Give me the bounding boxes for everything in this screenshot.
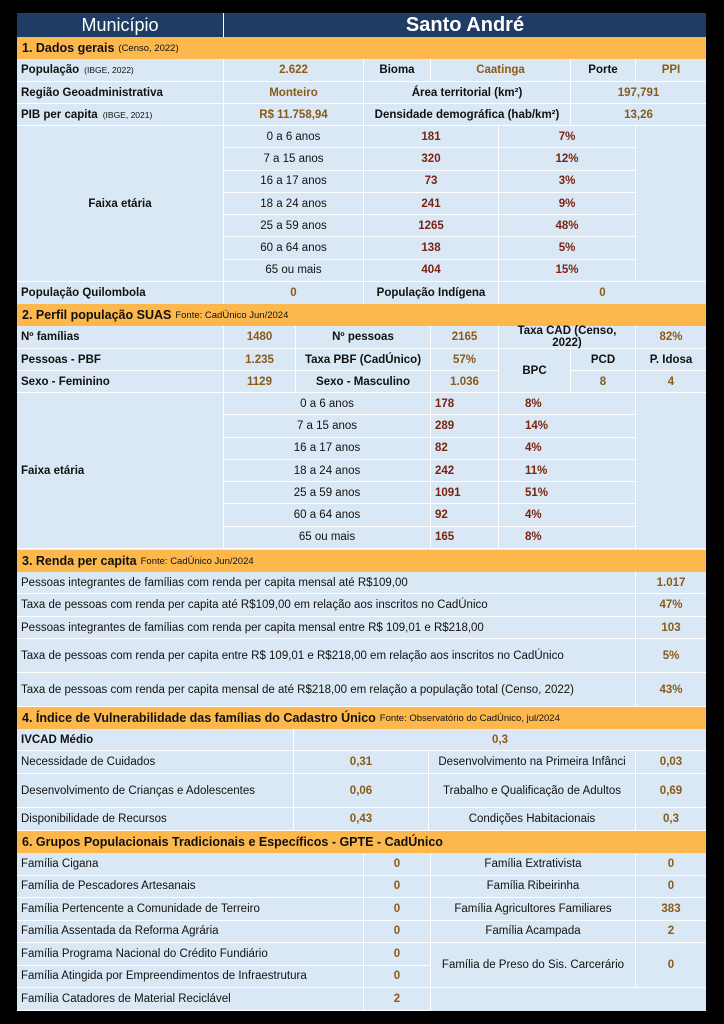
label-familias: Nº famílias bbox=[17, 326, 224, 348]
blank-cell bbox=[636, 126, 706, 282]
ivcad-component-value: 0,69 bbox=[659, 784, 683, 797]
table-row bbox=[17, 59, 706, 82]
table-row bbox=[17, 617, 706, 639]
age-count: 241 bbox=[364, 193, 499, 214]
age-percent: 12% bbox=[499, 148, 636, 169]
section-title: 1. Dados gerais bbox=[22, 41, 115, 55]
ivcad-component-value: 0,3 bbox=[663, 813, 679, 825]
value-area: 197,791 bbox=[617, 86, 660, 99]
table-row bbox=[17, 349, 706, 371]
income-value: 5% bbox=[662, 649, 680, 662]
section-6-body bbox=[17, 853, 706, 1011]
label-pcd: PCD bbox=[571, 349, 636, 370]
label-masculino: Sexo - Masculino bbox=[296, 371, 431, 392]
income-label: Taxa de pessoas com renda per capita entre R$ 109,01 e R$218,00 em relação aos inscritos no CadÚnico bbox=[17, 639, 636, 672]
group-label: Família Ribeirinha bbox=[431, 876, 636, 899]
age-range: 65 ou mais bbox=[224, 527, 431, 548]
group-value: 0 bbox=[364, 853, 431, 876]
label-faixa-etaria: Faixa etária bbox=[17, 126, 224, 282]
age-range: 65 ou mais bbox=[224, 260, 364, 281]
section-source: Fonte: Observatório do CadÚnico, jul/2024 bbox=[379, 712, 560, 724]
age-count: 92 bbox=[431, 504, 499, 525]
label-taxa-cad: Taxa CAD (Censo, 2022) bbox=[499, 326, 636, 348]
label-taxa-pbf: Taxa PBF (CadÚnico) bbox=[296, 349, 431, 370]
ivcad-component-value: 0,06 bbox=[294, 774, 429, 807]
value-densidade: 13,26 bbox=[624, 108, 653, 121]
group-value: 2 bbox=[364, 988, 431, 1011]
label-cell: PIB per capita (IBGE, 2021) bbox=[17, 104, 224, 125]
table-row bbox=[17, 572, 706, 594]
age-percent: 8% bbox=[499, 527, 636, 548]
group-value: 0 bbox=[636, 943, 706, 988]
income-value: 43% bbox=[659, 683, 683, 696]
age-count: 178 bbox=[431, 393, 499, 414]
group-label: Família Atingida por Empreendimentos de Infraestrutura bbox=[17, 966, 364, 989]
ivcad-component-label: Desenvolvimento de Crianças e Adolescentes bbox=[17, 774, 294, 807]
label-pidosa: P. Idosa bbox=[649, 353, 693, 366]
value-feminino: 1129 bbox=[224, 371, 296, 392]
group-value: 0 bbox=[364, 966, 431, 989]
value-pbf: 1.235 bbox=[224, 349, 296, 370]
value-pessoas: 2165 bbox=[431, 326, 499, 348]
income-value: 47% bbox=[659, 599, 683, 611]
age-percent: 48% bbox=[499, 215, 636, 236]
faixa-etaria-block bbox=[17, 393, 706, 549]
section-source: Fonte: CadÚnico Jun/2024 bbox=[140, 555, 254, 567]
label-bpc: BPC bbox=[499, 349, 571, 393]
income-label: Pessoas integrantes de famílias com renda per capita mensal entre R$ 109,01 e R$218,00 bbox=[17, 617, 636, 638]
group-label: Família Extrativista bbox=[431, 853, 636, 876]
age-count: 1091 bbox=[431, 482, 499, 503]
age-count: 82 bbox=[431, 438, 499, 459]
blank-cell bbox=[636, 393, 706, 549]
section-3-body bbox=[17, 572, 706, 707]
age-count: 181 bbox=[364, 126, 499, 147]
table-row bbox=[17, 751, 706, 774]
label-pessoas: Nº pessoas bbox=[296, 326, 431, 348]
group-value: 0 bbox=[636, 853, 706, 876]
section-4-body bbox=[17, 729, 706, 831]
age-range: 16 a 17 anos bbox=[224, 438, 431, 459]
age-range: 18 a 24 anos bbox=[224, 460, 431, 481]
ivcad-component-label: Necessidade de Cuidados bbox=[17, 751, 294, 773]
table-row bbox=[17, 729, 706, 751]
income-label: Taxa de pessoas com renda per capita mensal de até R$218,00 em relação a população total (Censo, 2022) bbox=[17, 673, 636, 706]
age-range: 0 a 6 anos bbox=[224, 126, 364, 147]
age-percent: 11% bbox=[499, 460, 636, 481]
label-regiao: Região Geoadministrativa bbox=[17, 82, 224, 103]
table-row bbox=[17, 673, 706, 707]
age-percent: 7% bbox=[499, 126, 636, 147]
value-indigena: 0 bbox=[599, 287, 606, 300]
age-count: 1265 bbox=[364, 215, 499, 236]
age-range: 7 a 15 anos bbox=[224, 415, 431, 436]
label-indigena: População Indígena bbox=[364, 282, 499, 304]
section-source: (Censo, 2022) bbox=[118, 42, 179, 54]
group-label: Família Agricultores Familiares bbox=[431, 898, 636, 921]
table-row bbox=[17, 774, 706, 808]
age-count: 320 bbox=[364, 148, 499, 169]
section-1-body bbox=[17, 59, 706, 305]
value-regiao: Monteiro bbox=[224, 82, 364, 103]
table-row bbox=[17, 371, 706, 393]
group-label: Família Pertencente a Comunidade de Terreiro bbox=[17, 898, 364, 921]
value-quilombola: 0 bbox=[224, 282, 364, 304]
section-2-body bbox=[17, 326, 706, 549]
value-taxa-cad: 82% bbox=[659, 331, 683, 343]
table-row bbox=[17, 282, 706, 305]
municipio-name: Santo André bbox=[224, 13, 706, 37]
age-range: 16 a 17 anos bbox=[224, 171, 364, 192]
age-percent: 14% bbox=[499, 415, 636, 436]
section-source: Fonte: CadÚnico Jun/2024 bbox=[175, 309, 289, 321]
faixa-etaria-block bbox=[17, 126, 706, 282]
age-range: 60 a 64 anos bbox=[224, 237, 364, 258]
group-label: Família Cigana bbox=[17, 853, 364, 876]
age-percent: 9% bbox=[499, 193, 636, 214]
value-taxa-pbf: 57% bbox=[431, 349, 499, 370]
label-bioma: Bioma bbox=[364, 59, 431, 81]
ivcad-component-value: 0,31 bbox=[294, 751, 429, 773]
table-row bbox=[17, 326, 706, 349]
age-percent: 51% bbox=[499, 482, 636, 503]
age-percent: 15% bbox=[499, 260, 636, 281]
ivcad-component-label: Desenvolvimento na Primeira Infânci bbox=[429, 751, 636, 773]
group-value: 2 bbox=[636, 921, 706, 944]
age-count: 289 bbox=[431, 415, 499, 436]
age-percent: 5% bbox=[499, 237, 636, 258]
ivcad-component-label: Disponibilidade de Recursos bbox=[17, 808, 294, 830]
value-bioma: Caatinga bbox=[431, 59, 571, 81]
value-masculino: 1.036 bbox=[431, 371, 499, 392]
section-title: 4. Índice de Vulnerabilidade das famílias do Cadastro Único bbox=[22, 711, 376, 725]
value-familias: 1480 bbox=[224, 326, 296, 348]
section-3-header bbox=[17, 550, 706, 572]
section-6-header bbox=[17, 831, 706, 853]
table-row bbox=[17, 808, 706, 831]
ivcad-component-value: 0,03 bbox=[659, 756, 683, 768]
municipio-label: Município bbox=[17, 13, 224, 37]
ivcad-components bbox=[17, 751, 706, 831]
value-pib: R$ 11.758,94 bbox=[224, 104, 364, 125]
group-value: 0 bbox=[364, 898, 431, 921]
table-row bbox=[17, 594, 706, 617]
label-area: Área territorial (km²) bbox=[364, 82, 571, 103]
section-1-header bbox=[17, 37, 706, 59]
age-range: 0 a 6 anos bbox=[224, 393, 431, 414]
group-value: 0 bbox=[364, 943, 431, 966]
income-label: Taxa de pessoas com renda per capita até R$109,00 em relação aos inscritos no CadÚnico bbox=[17, 594, 636, 616]
ivcad-component-label: Condições Habitacionais bbox=[429, 808, 636, 830]
income-value: 1.017 bbox=[656, 576, 686, 589]
group-label: Família de Pescadores Artesanais bbox=[17, 876, 364, 899]
age-percent: 3% bbox=[499, 171, 636, 192]
table-row bbox=[17, 639, 706, 673]
section-title: 2. Perfil população SUAS bbox=[22, 308, 172, 322]
label-cell: População (IBGE, 2022) bbox=[17, 59, 224, 81]
label-pbf: Pessoas - PBF bbox=[17, 349, 224, 370]
age-percent: 4% bbox=[499, 438, 636, 459]
section-title: 6. Grupos Populacionais Tradicionais e Específicos - GPTE - CadÚnico bbox=[22, 835, 443, 849]
label-quilombola: População Quilombola bbox=[17, 282, 224, 304]
age-count: 138 bbox=[364, 237, 499, 258]
table-row bbox=[17, 82, 706, 104]
section-title: 3. Renda per capita bbox=[22, 554, 137, 568]
group-label: Família Programa Nacional do Crédito Fundiário bbox=[17, 943, 364, 966]
section-4-header bbox=[17, 707, 706, 729]
label-densidade: Densidade demográfica (hab/km²) bbox=[364, 104, 571, 125]
age-count: 165 bbox=[431, 527, 499, 548]
age-range: 25 a 59 anos bbox=[224, 215, 364, 236]
group-label: Família Assentada da Reforma Agrária bbox=[17, 921, 364, 944]
label-ivcad: IVCAD Médio bbox=[17, 729, 294, 750]
label-feminino: Sexo - Feminino bbox=[17, 371, 224, 392]
age-range: 18 a 24 anos bbox=[224, 193, 364, 214]
age-range: 25 a 59 anos bbox=[224, 482, 431, 503]
age-range: 60 a 64 anos bbox=[224, 504, 431, 525]
municipality-sheet bbox=[17, 13, 706, 1011]
value-pidosa: 4 bbox=[667, 375, 675, 388]
ivcad-component-label: Trabalho e Qualificação de Adultos bbox=[429, 774, 636, 807]
label-porte: Porte bbox=[571, 59, 636, 81]
age-count: 73 bbox=[364, 171, 499, 192]
group-value: 0 bbox=[364, 921, 431, 944]
value-populacao: 2.622 bbox=[224, 59, 364, 81]
age-count: 242 bbox=[431, 460, 499, 481]
income-label: Pessoas integrantes de famílias com renda per capita mensal até R$109,00 bbox=[17, 572, 636, 593]
value-porte: PPI bbox=[661, 64, 681, 76]
section-2-header bbox=[17, 304, 706, 326]
value-ivcad: 0,3 bbox=[492, 733, 508, 746]
group-value: 0 bbox=[364, 876, 431, 899]
table-row bbox=[17, 104, 706, 126]
label-faixa-etaria: Faixa etária bbox=[17, 393, 224, 549]
group-label: Família Catadores de Material Reciclável bbox=[17, 988, 364, 1011]
age-range: 7 a 15 anos bbox=[224, 148, 364, 169]
group-label: Família Acampada bbox=[431, 921, 636, 944]
group-value: 0 bbox=[636, 876, 706, 899]
group-label: Família de Preso do Sis. Carcerário bbox=[431, 943, 636, 988]
value-pcd: 8 bbox=[571, 371, 636, 392]
age-percent: 8% bbox=[499, 393, 636, 414]
income-value: 103 bbox=[661, 621, 681, 634]
group-value: 383 bbox=[636, 898, 706, 921]
age-percent: 4% bbox=[499, 504, 636, 525]
age-count: 404 bbox=[364, 260, 499, 281]
ivcad-component-value: 0,43 bbox=[294, 808, 429, 830]
